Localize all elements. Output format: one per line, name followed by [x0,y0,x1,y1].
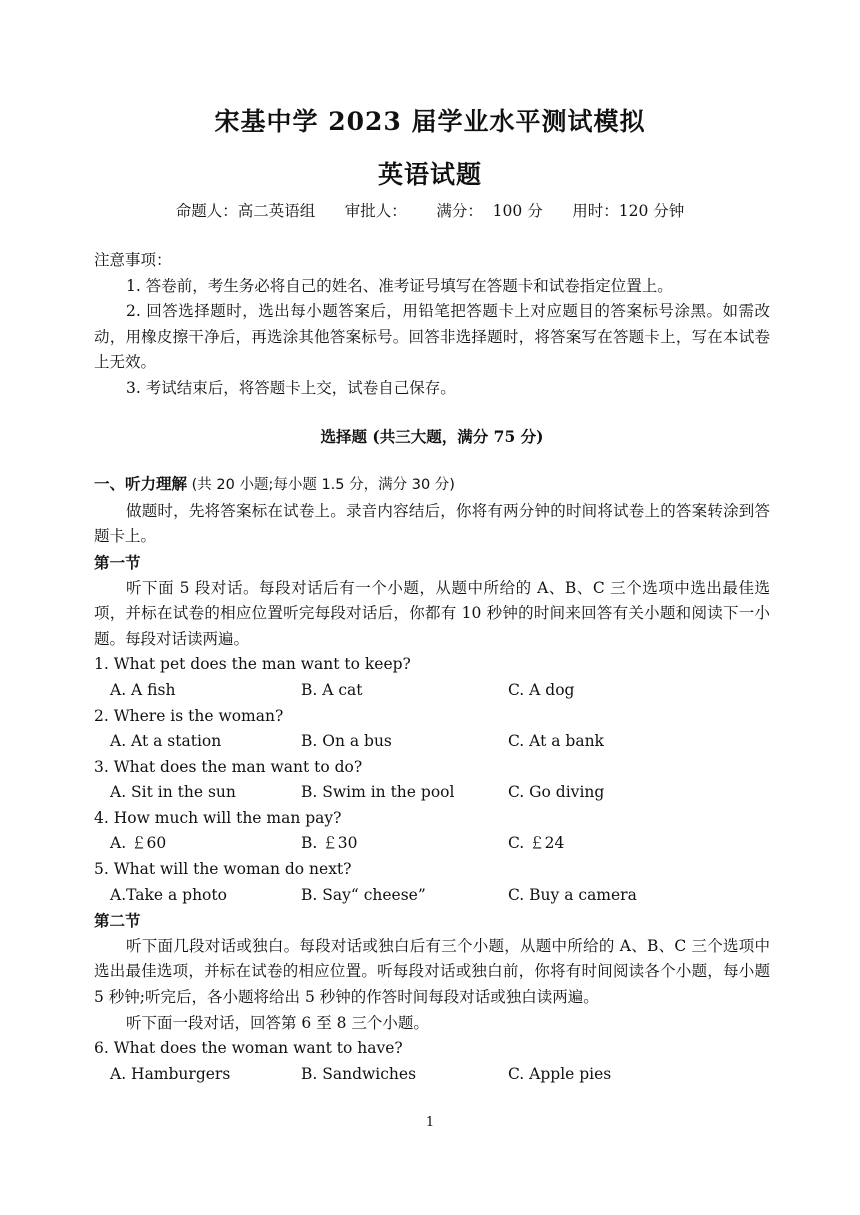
part1-instruction: 做题时，先将答案标在试卷上。录音内容结后，你将有两分钟的时间将试卷上的答案转涂到答题卡上。 [94,501,770,546]
option-b: B. ￡30 [301,834,358,853]
option-b: B. Say“ cheese” [301,885,426,904]
option-c: C. A dog [508,680,575,699]
option-a: A. A fish [110,680,176,699]
notes-heading: 注意事项： [94,251,172,269]
question-options [94,780,770,806]
question-6 [94,1036,770,1087]
option-a: A. ￡60 [110,834,167,853]
question-stem: 6. What does the woman want to have? [94,1039,403,1058]
question-options [94,729,770,755]
question-options [94,831,770,857]
page-number: 1 [425,1115,435,1130]
question-2 [94,704,770,755]
note-item-2: 2. 回答选择题时，选出每小题答案后，用铅笔把答题卡上对应题目的答案标号涂黑。如需改动，用橡皮擦干净后，再选涂其他答案标号。回答非选择题时，将答案写在答题卡上，写在本试卷上无效。 [94,302,770,372]
question-3 [94,755,770,806]
question-stem: 5. What will the woman do next? [94,860,352,879]
option-a: A. At a station [110,732,222,751]
option-b: B. Sandwiches [301,1064,417,1083]
question-stem: 1. What pet does the man want to keep? [94,655,411,674]
question-stem: 3. What does the man want to do? [94,757,363,776]
question-options [94,1062,770,1088]
option-c: C. Go diving [508,783,605,802]
question-1 [94,652,770,703]
section1-questions [94,652,770,908]
option-b: B. Swim in the pool [301,783,455,802]
part1-heading [94,471,770,499]
section1-heading: 第一节 [94,552,141,572]
section2-sub-instruction: 听下面一段对话，回答第 6 至 8 三个小题。 [126,1013,429,1032]
option-c: C. ￡24 [508,834,565,853]
option-b: B. On a bus [301,732,392,751]
question-4 [94,806,770,857]
option-c: C. Buy a camera [508,885,637,904]
option-c: C. Apple pies [508,1064,612,1083]
question-options [94,678,770,704]
note-item-1: 1. 答卷前，考生务必将自己的姓名、准考证号填写在答题卡和试卷指定位置上。 [126,276,673,295]
section1-instruction: 听下面 5 段对话。每段对话后有一个小题，从题中所给的 A、B、C 三个选项中选出最佳选项，并标在试卷的相应位置听完每段对话后，你都有 10 秒钟的时间来回答有关小题和阅读下一小题。每段对话读两遍。 [94,578,770,648]
question-stem: 4. How much will the man pay? [94,808,342,827]
option-a: A.Take a photo [110,885,227,904]
question-stem: 2. Where is the woman? [94,706,284,725]
exam-meta: 命题人：高二英语组 审批人： 满分： 100 分 用时：120 分钟 [175,202,685,220]
section2-heading: 第二节 [94,911,141,931]
section2-instruction: 听下面几段对话或独白。每段对话或独白后有三个小题，从题中所给的 A、B、C 三个选项中选出最佳选项，并标在试卷的相应位置。听每段对话或独白前，你将有时间阅读各个小题，每小题 5 秒钟;听完后，各小题将给出 5 秒钟的作答时间每段对话或独白读两遍。 [94,936,770,1007]
question-options [94,883,770,909]
exam-title: 宋基中学 2023 届学业水平测试模拟 [214,107,646,136]
option-a: A. Sit in the sun [110,783,236,802]
option-c: C. At a bank [508,732,604,751]
section-heading: 选择题 (共三大题，满分 75 分) [320,426,544,446]
note-item-3: 3. 考试结束后，将答题卡上交，试卷自己保存。 [126,378,456,397]
part1-title-note: (共 20 小题;每小题 1.5 分，满分 30 分) [187,477,455,494]
part1-title: 一、听力理解 [94,474,188,494]
option-b: B. A cat [301,680,363,699]
exam-subtitle: 英语试题 [377,160,482,189]
option-a: A. Hamburgers [110,1064,231,1083]
exam-body [94,248,770,1087]
question-5 [94,857,770,908]
